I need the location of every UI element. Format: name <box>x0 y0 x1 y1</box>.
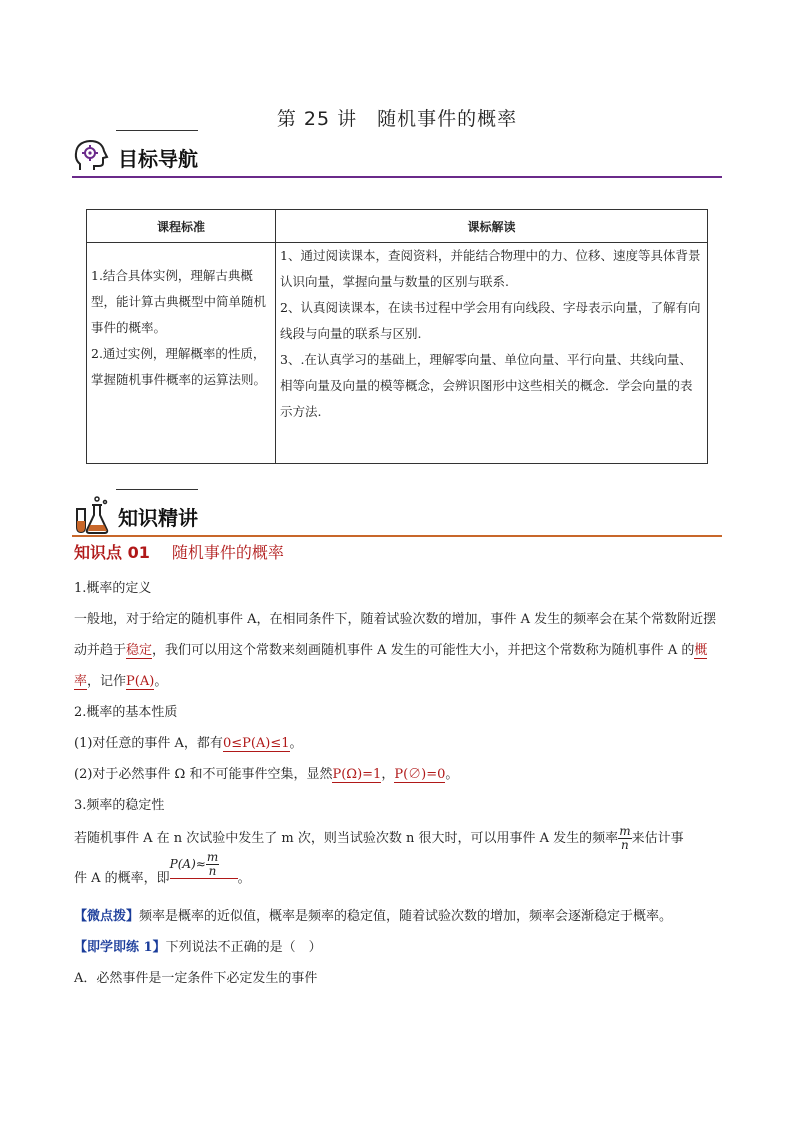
interpretation-item: 1、通过阅读课本，查阅资料，并能结合物理中的力、位移、速度等具体背景认识向量，掌握向量与数量的区别与联系. <box>280 248 701 289</box>
subheading-properties: 2.概率的基本性质 <box>74 705 178 720</box>
stability-paragraph-cont: 件 A 的概率，即P(A)≈ $\frac{m}{n}$ 。 <box>74 850 251 886</box>
section-title-knowledge: 知识精讲 <box>118 506 198 530</box>
exercise-tag: 【即学即练 1】 <box>74 940 166 955</box>
table-header-standard: 课程标准 <box>87 210 276 243</box>
brain-gear-icon <box>72 136 112 176</box>
blank-range: 0≤P(A)≤1 <box>222 736 290 751</box>
lab-flask-icon <box>72 495 112 535</box>
interpretation-item: 2、认真阅读课本，在读书过程中学会用有向线段、字母表示向量，了解有向线段与向量的联系与区别. <box>280 300 701 341</box>
blank-stable: 稳定 <box>126 643 153 658</box>
knowledge-point-heading <box>74 540 284 563</box>
definition-paragraph: 一般地，对于给定的随机事件 A，在相同条件下，随着试验次数的增加，事件 A 发生的频率会在某个常数附近摆动并趋于稳定，我们可以用这个常数来刻画随机事件 A 发生的可能性大小，并把这个常数称为随机事件 A 的概率，记作P(A)。 <box>74 612 717 689</box>
exercise-paragraph: 【即学即练 1】下列说法不正确的是（ ） <box>74 940 322 955</box>
section-header-goals <box>72 130 722 178</box>
table-header-interpretation: 课标解读 <box>276 210 708 243</box>
stability-paragraph: 若随机事件 A 在 n 次试验中发生了 m 次，则当试验次数 n 很大时，可以用事件 A 发生的频率 $\frac{m}{n}$ 来估计事 <box>74 824 684 852</box>
property-2: (2)对于必然事件 Ω 和不可能事件空集，显然P(Ω)=1，P(∅)=0。 <box>74 767 459 782</box>
standards-cell <box>87 243 276 464</box>
blank-notation: P(A) <box>126 674 155 689</box>
knowledge-point-number: 知识点 01 <box>74 543 150 562</box>
tip-tag: 【微点拨】 <box>74 909 140 924</box>
standard-item: 1.结合具体实例，理解古典概型，能计算古典概型中简单随机事件的概率。 <box>91 268 267 335</box>
section-header-knowledge <box>72 489 722 537</box>
blank-estimate-formula: P(A)≈ $\frac{m}{n}$ <box>170 851 238 879</box>
subheading-definition: 1.概率的定义 <box>74 581 152 596</box>
section-title-goals: 目标导航 <box>118 147 198 171</box>
blank-omega: P(Ω)=1 <box>332 767 382 782</box>
interpretation-cell <box>276 243 708 464</box>
standard-item: 2.通过实例，理解概率的性质，掌握随机事件概率的运算法则。 <box>91 346 267 387</box>
blank-empty: P(∅)=0 <box>394 767 446 782</box>
property-1: (1)对任意的事件 A，都有0≤P(A)≤1。 <box>74 736 303 751</box>
subheading-stability: 3.频率的稳定性 <box>74 798 165 813</box>
standards-table <box>86 209 708 464</box>
page-title: 第 25 讲 随机事件的概率 <box>276 108 518 130</box>
content-body <box>74 573 726 994</box>
interpretation-item: 3、.在认真学习的基础上，理解零向量、单位向量、平行向量、共线向量、相等向量及向量的模等概念，会辨识图形中这些相关的概念．学会向量的表示方法. <box>280 352 693 419</box>
frequency-fraction: $\frac{m}{n}$ <box>619 824 631 852</box>
tip-paragraph: 【微点拨】频率是概率的近似值，概率是频率的稳定值，随着试验次数的增加，频率会逐渐稳定于概率。 <box>74 909 673 924</box>
blank-probability: 概率 <box>74 643 708 689</box>
option-a: A．必然事件是一定条件下必定发生的事件 <box>74 971 318 986</box>
knowledge-point-name: 随机事件的概率 <box>171 543 284 562</box>
